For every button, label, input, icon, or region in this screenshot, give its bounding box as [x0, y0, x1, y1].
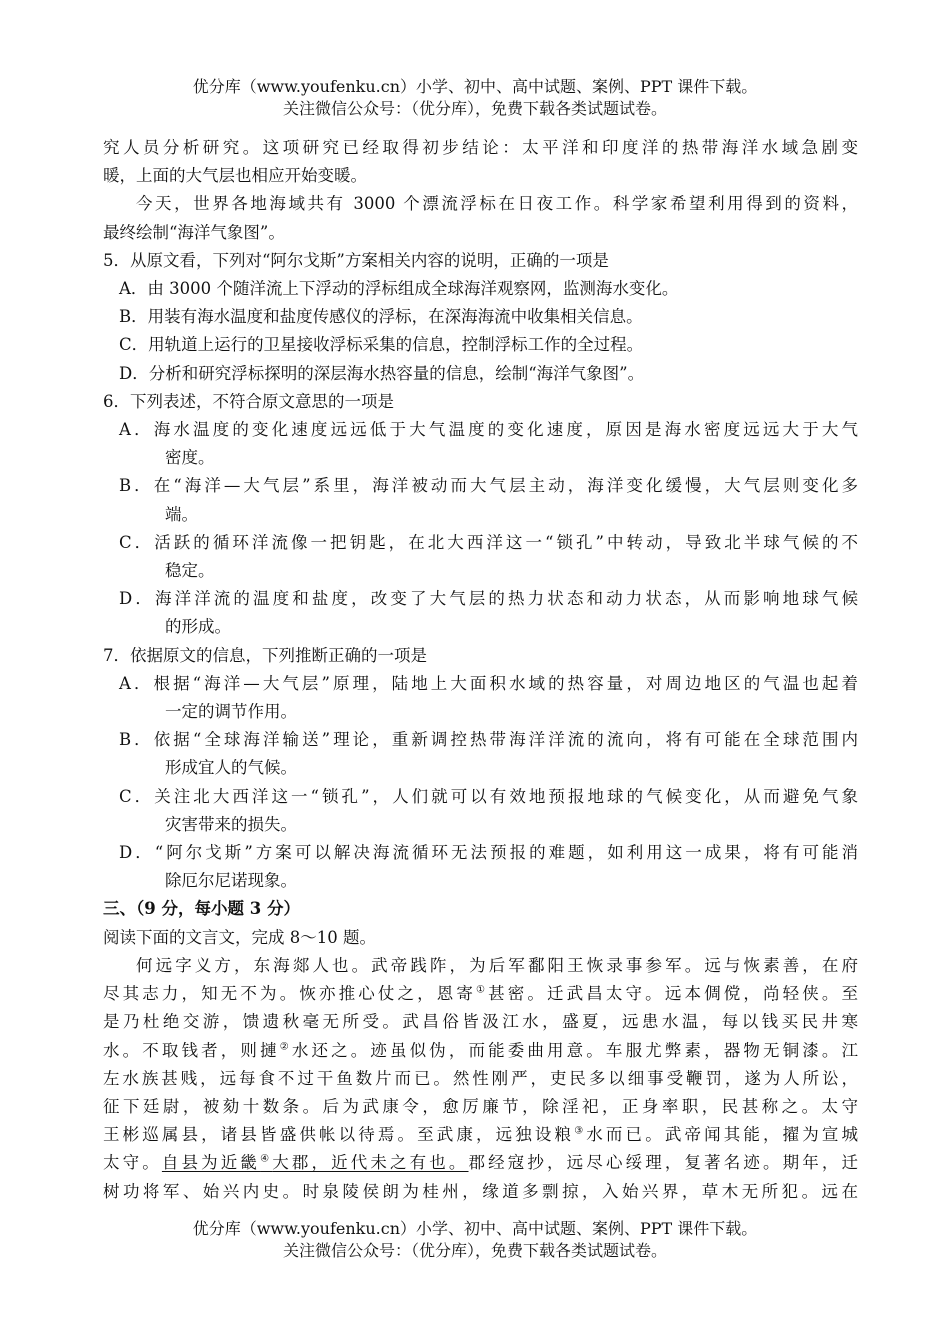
- question-6-option-b: B．在“海洋—大气层”系里，海洋被动而大气层主动，海洋变化缓慢，大气层则变化多: [119, 476, 858, 496]
- page-footer: [0, 1218, 950, 1262]
- underlined-text: 自县为近畿: [161, 1153, 261, 1173]
- question-7-option-d-cont: 除厄尔尼诺现象。: [165, 871, 297, 891]
- classical-text: 轻侠。至: [782, 984, 859, 1004]
- classical-text: 太守。: [103, 1153, 162, 1173]
- footer-line-2: 关注微信公众号：（优分库），免费下载各类试题试卷。: [282, 1241, 667, 1260]
- header-line-2: 关注微信公众号：（优分库），免费下载各类试题试卷。: [282, 99, 667, 118]
- underlined-text: 大郡，近代未之有也。: [272, 1153, 469, 1173]
- classical-text: 甚密。迁武昌太守。远本倜傥，: [488, 984, 763, 1004]
- question-7-option-d: D．“阿尔戈斯”方案可以解决海流循环无法预报的难题，如利用这一成果，将有可能消: [119, 843, 858, 863]
- question-7-stem: 7．依据原文的信息，下列推断正确的一项是: [103, 645, 427, 665]
- question-6-option-d-cont: 的形成。: [165, 617, 231, 637]
- emphasis-char: 尚: [762, 984, 783, 1004]
- footnote-marker: ③: [574, 1125, 587, 1137]
- passage-line: 最终绘制“海洋气象图”。: [103, 222, 285, 242]
- question-7-option-c-cont: 灾害带来的损失。: [165, 814, 297, 834]
- question-5-option-a: A．由 3000 个随洋流上下浮动的浮标组成全球海洋观察网，监测海水变化。: [119, 279, 679, 299]
- question-6-option-c-cont: 稳定。: [165, 561, 215, 581]
- underlined-sentence: [162, 1153, 469, 1172]
- classical-line: 是乃杜绝交游，馈遗秋毫无所受。武昌俗皆汲江水，盛夏，远患水温，每以钱买民井寒: [103, 1012, 858, 1032]
- classical-text: 王彬巡属县，诸县皆盛供帐以待焉。至武康，远独设粮: [103, 1125, 575, 1145]
- section-3-instruction: 阅读下面的文言文，完成 8～10 题。: [103, 927, 376, 947]
- footnote-marker: ①: [476, 984, 489, 996]
- header-line-1: 优分库（www.youfenku.cn）小学、初中、高中试题、案例、PPT 课件下载。: [192, 77, 758, 96]
- question-7-option-a-cont: 一定的调节作用。: [165, 702, 297, 722]
- question-6-option-c: C．活跃的循环洋流像一把钥匙，在北大西洋这一“锁孔”中转动，导致北半球气候的不: [119, 532, 858, 552]
- question-5-stem: 5．从原文看，下列对“阿尔戈斯”方案相关内容的说明，正确的一项是: [103, 250, 609, 270]
- question-5-option-b: B．用装有海水温度和盐度传感仪的浮标，在深海海流中收集相关信息。: [119, 307, 643, 327]
- classical-text: 水。不取钱者，则: [103, 1040, 261, 1060]
- classical-text: 水而已。武帝闻其能，擢为宣城: [586, 1125, 859, 1145]
- question-5-option-d: D．分析和研究浮标探明的深层海水热容量的信息，绘制“海洋气象图”。: [119, 363, 645, 383]
- question-7-option-c: C．关注北大西洋这一“锁孔”，人们就可以有效地预报地球的气候变化，从而避免气象: [119, 786, 858, 806]
- footer-line-1: 优分库（www.youfenku.cn）小学、初中、高中试题、案例、PPT 课件下载。: [192, 1219, 758, 1238]
- question-6-stem: 6．下列表述，不符合原文意思的一项是: [103, 391, 394, 411]
- classical-line: 树功将军、始兴内史。时泉陵侯朗为桂州，缘道多剽掠，入始兴界，草木无所犯。远在: [103, 1181, 858, 1201]
- question-6-option-a-cont: 密度。: [165, 448, 215, 468]
- classical-line: 征下廷尉，被劾十数条。后为武康令，愈厉廉节，除淫祀，正身率职，民甚称之。太守: [103, 1096, 858, 1116]
- document-body: [103, 134, 858, 1206]
- footnote-marker: ②: [279, 1041, 292, 1052]
- classical-line: [103, 980, 858, 1008]
- passage-line: 暖，上面的大气层也相应开始变暖。: [103, 166, 367, 186]
- passage-line: 究人员分析研究。这项研究已经取得初步结论：太平洋和印度洋的热带海洋水域急剧变: [103, 138, 858, 157]
- question-6-option-a: A．海水温度的变化速度远远低于大气温度的变化速度，原因是海水密度远远大于大气: [119, 420, 858, 440]
- classical-line: 何远字义方，东海郯人也。武帝践阼，为后军鄱阳王恢录事参军。远与恢素善，在府: [136, 955, 858, 975]
- footnote-marker: ④: [260, 1153, 273, 1165]
- classical-line: [103, 1037, 858, 1065]
- classical-line: 左水族甚贱，远每食不过干鱼数片而已。然性刚严，吏民多以细事受鞭罚，遂为人所讼，: [103, 1068, 858, 1088]
- question-6-option-b-cont: 端。: [165, 504, 198, 524]
- question-6-option-d: D．海洋洋流的温度和盐度，改变了大气层的热力状态和动力状态，从而影响地球气候: [119, 589, 858, 609]
- question-7-option-b: B．依据“全球海洋输送”理论，重新调控热带海洋洋流的流向，将有可能在全球范围内: [119, 730, 858, 750]
- classical-text: 郡经寇抄，远尽心绥理，复著名迹。期年，迁: [468, 1153, 859, 1173]
- question-7-option-a: A．根据“海洋—大气层”原理，陆地上大面积水域的热容量，对周边地区的气温也起着: [119, 673, 858, 693]
- question-5-option-c: C．用轨道上运行的卫星接收浮标采集的信息，控制浮标工作的全过程。: [119, 335, 644, 355]
- classical-text: 摙: [260, 1040, 280, 1060]
- section-3-title: 三、（9 分，每小题 3 分）: [103, 899, 300, 919]
- classical-line: [103, 1121, 858, 1149]
- passage-line: 今天，世界各地海域共有 3000 个漂流浮标在日夜工作。科学家希望利用得到的资料，: [136, 194, 858, 214]
- question-7-option-b-cont: 形成宜人的气候。: [165, 758, 297, 778]
- classical-text: 尽其志力，知无不为。恢亦推心仗之，恩寄: [103, 984, 477, 1004]
- page-header: [0, 76, 950, 120]
- classical-line: [103, 1149, 858, 1177]
- classical-text: 水还之。迹虽似伪，而能委曲用意。车服尤弊素，器物无铜漆。江: [291, 1040, 859, 1060]
